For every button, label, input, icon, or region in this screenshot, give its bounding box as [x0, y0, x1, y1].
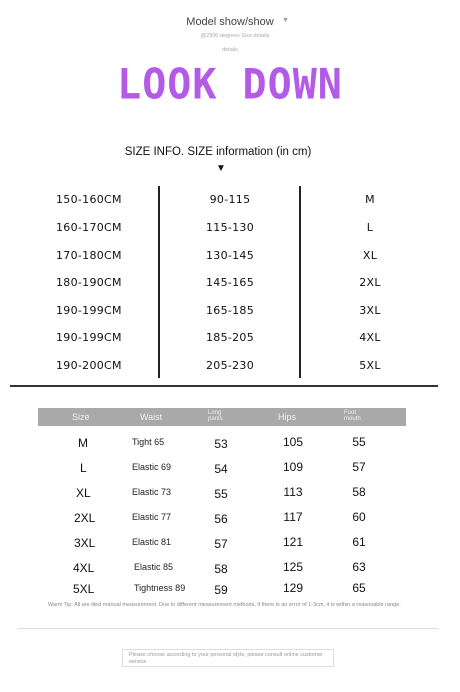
row-waist: Elastic 81	[132, 537, 172, 547]
row-size: 4XL	[73, 561, 95, 575]
row-waist: Tight 65	[132, 437, 165, 447]
warm-tip: Warm Tip: All are tiled manual measurement. Due to different measurement methods, if there is an error of 1-3cm, it is within a reasonable range.	[48, 602, 401, 608]
header-subtitle: @2900 degrees Size details	[200, 33, 270, 39]
row-hips: 121	[282, 535, 304, 549]
row-long-pants: 53	[214, 437, 228, 451]
row-waist: Elastic 73	[132, 487, 172, 497]
look-down-banner: LOOK DOWN	[117, 60, 343, 110]
measure-range: 130-145	[205, 249, 255, 262]
row-size: 3XL	[74, 536, 96, 550]
row-hips: 113	[283, 485, 303, 499]
customer-service-note: Please choose according to your personal style, please consult online customer service	[122, 649, 334, 667]
row-size: XL	[76, 486, 91, 500]
row-long-pants: 54	[214, 462, 228, 476]
row-size: L	[80, 461, 87, 475]
height-range: 160-170CM	[56, 221, 122, 234]
row-waist: Elastic 85	[134, 562, 174, 572]
header-waist: Waist	[140, 412, 163, 422]
height-range: 150-160CM	[56, 193, 122, 206]
size-info-title: SIZE INFO. SIZE information (in cm)	[124, 146, 312, 158]
height-range: 190-200CM	[56, 359, 122, 372]
header-size: Size	[72, 412, 90, 422]
row-hips: 105	[282, 435, 304, 449]
down-triangle-icon: ▼	[216, 163, 226, 174]
measure-table-header	[38, 408, 406, 426]
size-label: M	[365, 193, 375, 206]
size-label: 2XL	[359, 276, 381, 289]
dropdown-icon[interactable]: ▼	[282, 17, 289, 24]
height-range: 190-199CM	[56, 304, 122, 317]
header-long-pants: Long pants	[208, 410, 223, 422]
row-waist: Elastic 77	[132, 512, 172, 522]
row-long-pants: 59	[214, 583, 228, 597]
size-label: 5XL	[359, 359, 381, 372]
measure-range: 115-130	[205, 221, 255, 234]
size-label: 3XL	[359, 304, 381, 317]
height-range: 190-199CM	[56, 331, 122, 344]
row-hips: 129	[282, 581, 304, 595]
measure-range: 165-185	[205, 304, 255, 317]
measure-range: 185-205	[205, 331, 255, 344]
divider	[10, 385, 438, 387]
row-hips: 117	[283, 510, 303, 524]
size-label: 4XL	[359, 331, 381, 344]
row-foot-mouth: 55	[352, 435, 366, 449]
row-long-pants: 56	[214, 512, 228, 526]
size-label: L	[366, 221, 374, 234]
measure-range: 205-230	[205, 359, 255, 372]
row-waist: Tightness 89	[134, 583, 186, 593]
row-foot-mouth: 61	[352, 535, 366, 549]
row-size: 2XL	[74, 511, 96, 525]
row-foot-mouth: 65	[352, 581, 366, 595]
page-title: Model show/show	[186, 16, 274, 28]
row-foot-mouth: 63	[352, 560, 366, 574]
header-subtitle-2: details	[222, 47, 238, 53]
divider	[18, 628, 438, 629]
header-foot-mouth: Foot mouth	[344, 410, 361, 422]
row-hips: 109	[282, 460, 304, 474]
column-divider	[158, 186, 160, 378]
row-foot-mouth: 57	[352, 460, 366, 474]
row-long-pants: 57	[214, 537, 228, 551]
row-hips: 125	[282, 560, 304, 574]
row-waist: Elastic 69	[132, 462, 172, 472]
height-range: 180-190CM	[56, 276, 122, 289]
height-range: 170-180CM	[56, 249, 122, 262]
row-size: M	[78, 436, 88, 450]
measure-range: 145-165	[205, 276, 255, 289]
row-long-pants: 58	[214, 562, 228, 576]
measure-range: 90-115	[209, 193, 251, 206]
row-foot-mouth: 58	[352, 485, 366, 499]
row-foot-mouth: 60	[352, 510, 366, 524]
row-long-pants: 55	[214, 487, 228, 501]
size-label: XL	[362, 249, 378, 262]
row-size: 5XL	[73, 582, 95, 596]
column-divider	[299, 186, 301, 378]
header-hips: Hips	[278, 412, 297, 422]
